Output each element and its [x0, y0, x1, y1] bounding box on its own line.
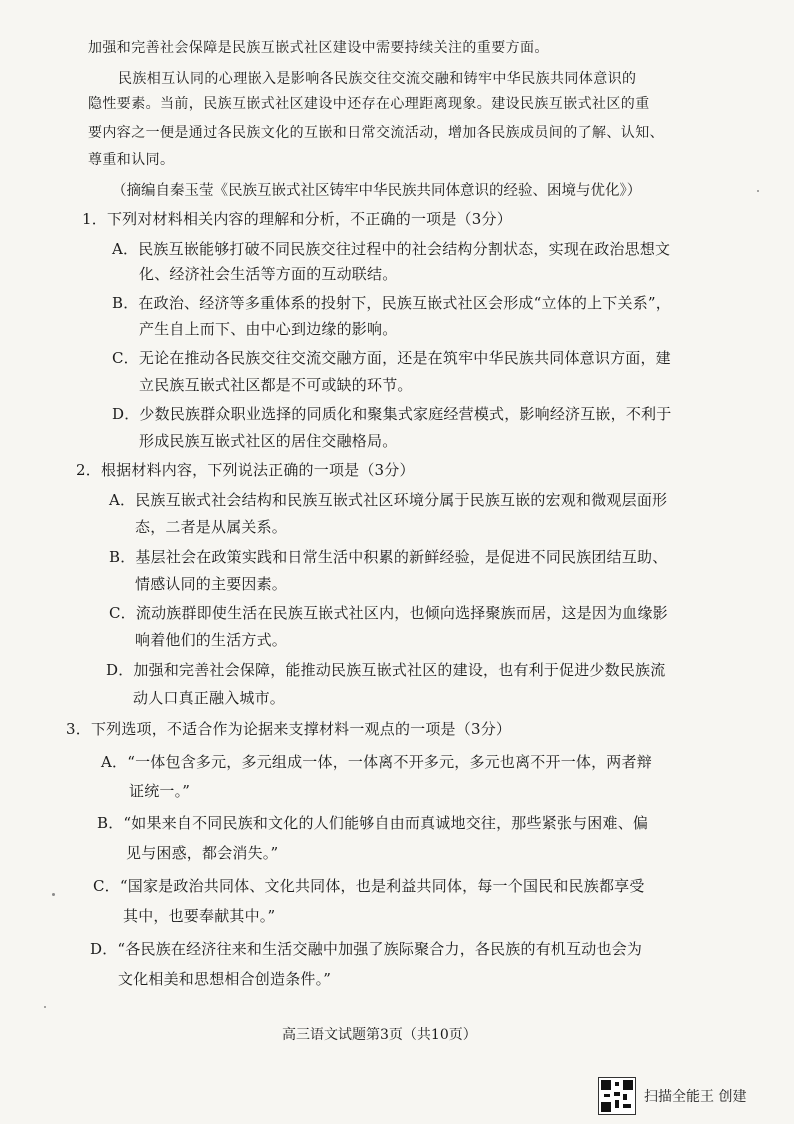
option-line: 其中，也要奉献其中。” — [123, 907, 276, 925]
scan-speck — [52, 893, 55, 896]
option-line: A．民族互嵌能够打破不同民族交往过程中的社会结构分割状态，实现在政治思想文 — [112, 240, 671, 258]
page-footer: 高三语文试题第3页（共10页） — [282, 1027, 477, 1043]
option-line: 见与困惑，都会消失。” — [126, 844, 279, 862]
question-stem: 1．下列对材料相关内容的理解和分析，不正确的一项是（3分） — [82, 210, 512, 228]
option-line: 化、经济社会生活等方面的互动联结。 — [139, 265, 398, 283]
option-line: C．流动族群即使生活在民族互嵌式社区内，也倾向选择聚族而居，这是因为血缘影 — [109, 604, 668, 622]
option-line: 情感认同的主要因素。 — [135, 575, 288, 593]
question-stem: 2．根据材料内容，下列说法正确的一项是（3分） — [76, 461, 415, 479]
passage-line: 隐性要素。当前，民族互嵌式社区建设中还存在心理距离现象。建设民族互嵌式社区的重 — [88, 96, 650, 112]
scanner-watermark — [598, 1077, 746, 1115]
option-line: B．“如果来自不同民族和文化的人们能够自由而真诚地交往，那些紧张与困难、偏 — [97, 814, 649, 832]
option-line: A．民族互嵌式社会结构和民族互嵌式社区环境分属于民族互嵌的宏观和微观层面形 — [109, 491, 668, 509]
option-line: 证统一。” — [129, 782, 191, 800]
watermark-text: 扫描全能王 创建 — [644, 1089, 747, 1105]
option-line: C．无论在推动各民族交往交流交融方面，还是在筑牢中华民族共同体意识方面，建 — [112, 349, 671, 367]
option-line: B．基层社会在政策实践和日常生活中积累的新鲜经验，是促进不同民族团结互助、 — [109, 548, 668, 566]
option-line: D．“各民族在经济往来和生活交融中加强了族际聚合力，各民族的有机互动也会为 — [90, 940, 643, 958]
option-line: 态，二者是从属关系。 — [135, 518, 288, 536]
passage-line: 民族相互认同的心理嵌入是影响各民族交往交流交融和铸牢中华民族共同体意识的 — [118, 71, 637, 87]
option-line: 立民族互嵌式社区都是不可或缺的环节。 — [139, 376, 413, 394]
question-stem: 3．下列选项，不适合作为论据来支撑材料一观点的一项是（3分） — [66, 720, 512, 738]
option-line: 响着他们的生活方式。 — [135, 631, 288, 649]
option-line: C．“国家是政治共同体、文化共同体，也是利益共同体，每一个国民和民族都享受 — [93, 877, 645, 895]
passage-line: 要内容之一便是通过各民族文化的互嵌和日常交流活动，增加各民族成员间的了解、认知、 — [88, 125, 664, 141]
scan-speck — [44, 1006, 46, 1008]
passage-source: （摘编自秦玉莹《民族互嵌式社区铸牢中华民族共同体意识的经验、困境与优化》） — [112, 183, 642, 199]
qr-code-icon — [598, 1077, 636, 1115]
option-line: 形成民族互嵌式社区的居住交融格局。 — [139, 432, 398, 450]
option-line: B．在政治、经济等多重体系的投射下，民族互嵌式社区会形成“立体的上下关系”， — [112, 294, 671, 312]
scan-speck — [757, 190, 759, 192]
option-line: A．“一体包含多元，多元组成一体，一体离不开多元，多元也离不开一体，两者辩 — [101, 753, 652, 771]
option-line: 文化相美和思想相合创造条件。” — [118, 970, 332, 988]
option-line: 产生自上而下、由中心到边缘的影响。 — [139, 320, 398, 338]
option-line: D．少数民族群众职业选择的同质化和聚集式家庭经营模式，影响经济互嵌，不利于 — [112, 405, 672, 423]
passage-line: 尊重和认同。 — [88, 152, 175, 168]
option-line: D．加强和完善社会保障，能推动民族互嵌式社区的建设，也有利于促进少数民族流 — [106, 661, 666, 679]
passage-line: 加强和完善社会保障是民族互嵌式社区建设中需要持续关注的重要方面。 — [88, 40, 549, 56]
option-line: 动人口真正融入城市。 — [133, 689, 286, 707]
